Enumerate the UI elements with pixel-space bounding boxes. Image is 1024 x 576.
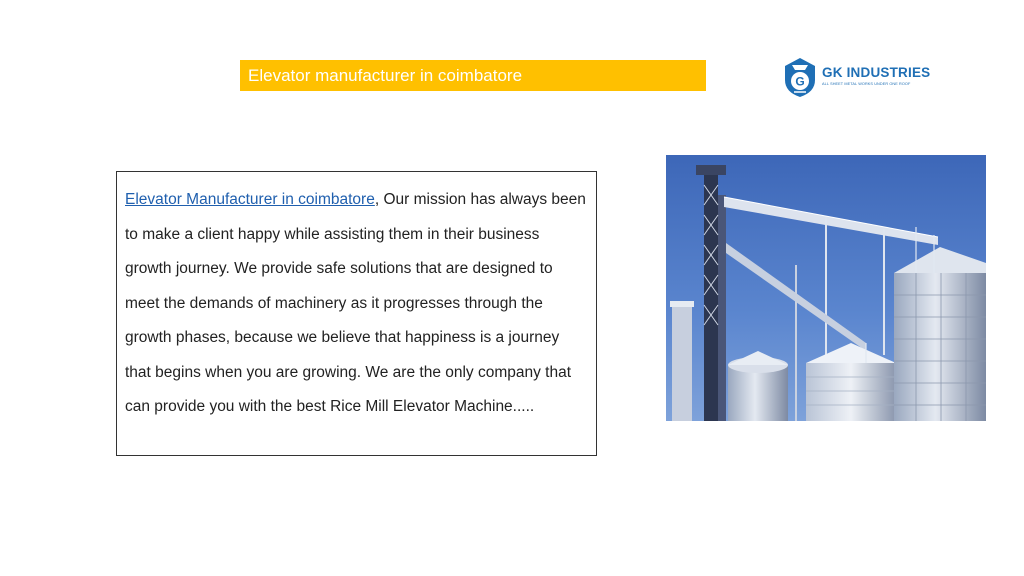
logo-mark-icon bbox=[782, 56, 818, 98]
silo-image bbox=[666, 155, 986, 421]
description-box bbox=[116, 171, 597, 456]
logo-tagline: ALL SHEET METAL WORKS UNDER ONE ROOF bbox=[822, 82, 911, 86]
silo-photo bbox=[666, 155, 986, 421]
description-text: , Our mission has always been to make a client happy while assisting them in their business growth journey. We provide safe solutions that are designed to meet the demands of machinery as it progresses through the growth phases, because we believe that happiness is a journey that begins when you are growing. We are the only company that can provide you with the best Rice Mill Elevator Machine..... bbox=[125, 191, 586, 415]
slide-title: Elevator manufacturer in coimbatore bbox=[240, 60, 706, 91]
svg-text:G: G bbox=[795, 74, 805, 89]
elevator-manufacturer-link[interactable]: Elevator Manufacturer in coimbatore bbox=[125, 191, 375, 208]
company-logo bbox=[782, 56, 932, 98]
logo-name: GK INDUSTRIES bbox=[822, 65, 931, 80]
